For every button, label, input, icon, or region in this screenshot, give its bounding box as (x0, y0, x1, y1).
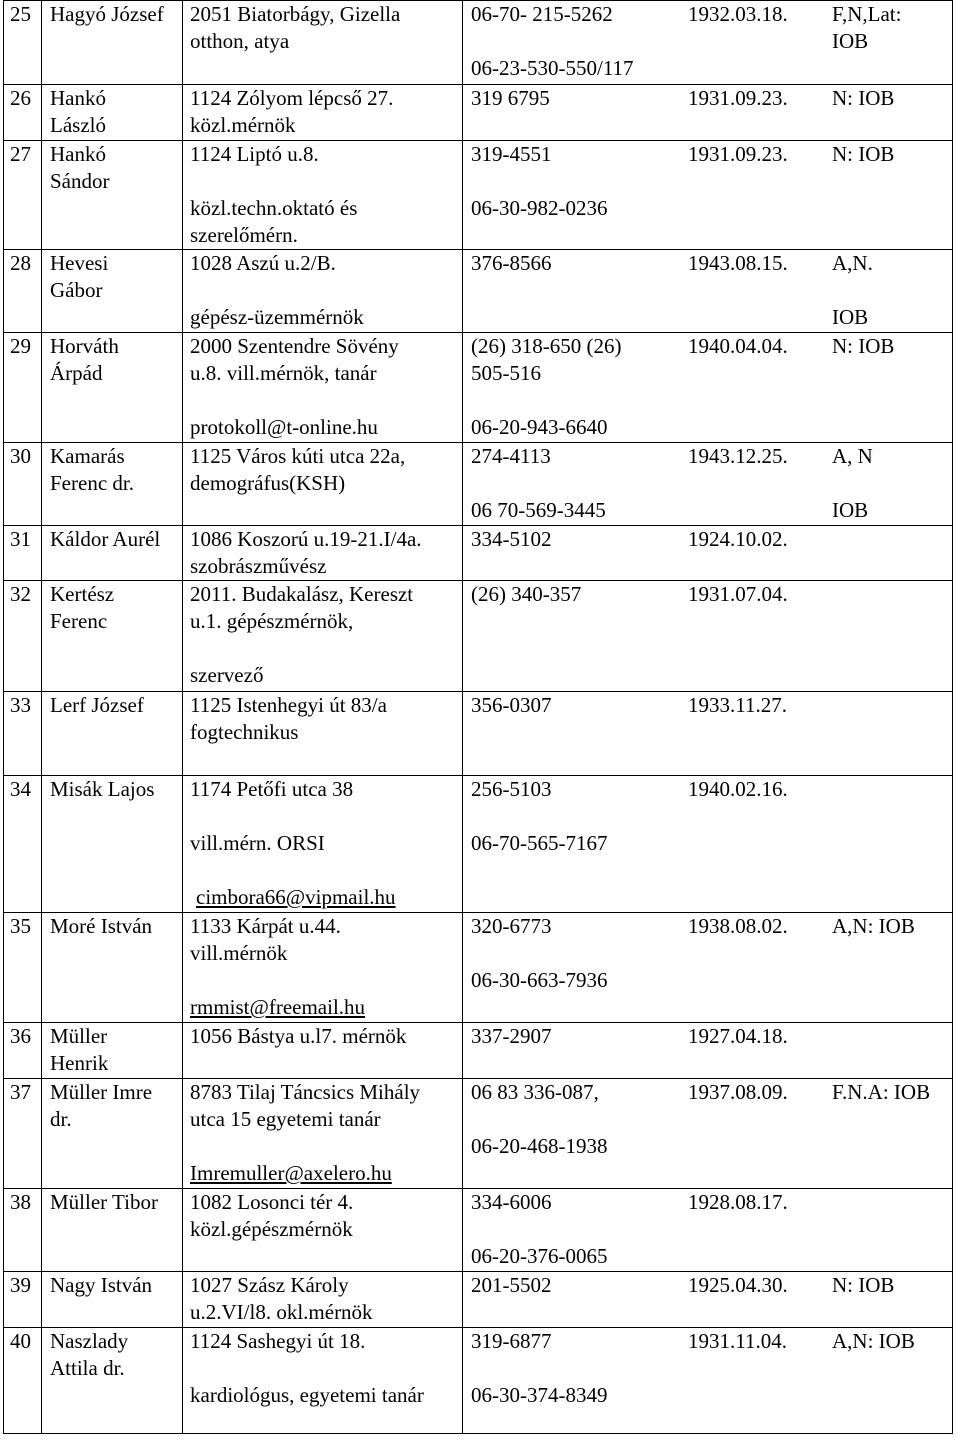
member-name: Nagy István (50, 1273, 153, 1297)
member-phone: 06-23-530-550/117 (471, 56, 634, 80)
birth-date: 1937.08.09. (688, 1080, 788, 1104)
member-phone: 505-516 (471, 361, 541, 385)
member-name: Hevesi (50, 251, 109, 275)
member-phone: 334-5102 (471, 527, 552, 551)
member-name: Kertész (50, 582, 115, 606)
row-number: 39 (10, 1273, 31, 1297)
member-name: Müller Tibor (50, 1190, 158, 1214)
member-name: Lerf József (50, 693, 144, 717)
member-phone: 06-70-565-7167 (471, 831, 608, 855)
membership-code: A,N. (832, 251, 873, 275)
member-name: Sándor (50, 169, 110, 193)
membership-code: A,N: IOB (832, 914, 915, 938)
membership-code: N: IOB (832, 334, 895, 358)
member-name: Ferenc dr. (50, 471, 134, 495)
birth-date: 1931.11.04. (688, 1329, 787, 1353)
member-address: 2051 Biatorbágy, Gizella (190, 2, 401, 26)
member-address: fogtechnikus (190, 720, 299, 744)
member-address: szervező (190, 663, 264, 687)
member-address: otthon, atya (190, 29, 290, 53)
member-phone: 06-70- 215-5262 (471, 2, 613, 26)
member-name: Kamarás (50, 444, 125, 468)
member-address: 1125 Istenhegyi út 83/a (190, 693, 387, 717)
member-address: 8783 Tilaj Táncsics Mihály (190, 1080, 421, 1104)
column-divider (462, 0, 463, 1434)
member-address: 1124 Sashegyi út 18. (190, 1329, 366, 1353)
member-address: utca 15 egyetemi tanár (190, 1107, 381, 1131)
birth-date: 1943.08.15. (688, 251, 788, 275)
member-phone: 06-20-943-6640 (471, 415, 608, 439)
row-number: 35 (10, 914, 31, 938)
member-name: Horváth (50, 334, 119, 358)
member-phone: (26) 318-650 (26) (471, 334, 622, 358)
member-phone: 06-20-468-1938 (471, 1134, 608, 1158)
member-address: szobrászművész (190, 554, 327, 578)
membership-code: F.N.A: IOB (832, 1080, 931, 1104)
birth-date: 1938.08.02. (688, 914, 788, 938)
member-name: Misák Lajos (50, 777, 155, 801)
member-name: Henrik (50, 1051, 109, 1075)
member-name: Naszlady (50, 1329, 129, 1353)
member-phone: 201-5502 (471, 1273, 552, 1297)
membership-code: A,N: IOB (832, 1329, 915, 1353)
member-name: Müller Imre (50, 1080, 153, 1104)
member-phone: 256-5103 (471, 777, 552, 801)
member-name: László (50, 113, 106, 137)
member-phone: 337-2907 (471, 1024, 552, 1048)
column-divider (41, 0, 42, 1434)
birth-date: 1928.08.17. (688, 1190, 788, 1214)
member-address: közl.gépészmérnök (190, 1217, 353, 1241)
member-address: közl.mérnök (190, 113, 296, 137)
row-number: 27 (10, 142, 31, 166)
membership-code: F,N,Lat: (832, 2, 902, 26)
birth-date: 1943.12.25. (688, 444, 788, 468)
member-phone: 06-20-376-0065 (471, 1244, 608, 1268)
member-address: közl.techn.oktató és (190, 196, 358, 220)
row-number: 34 (10, 777, 31, 801)
row-number: 33 (10, 693, 31, 717)
membership-code: N: IOB (832, 142, 895, 166)
birth-date: 1925.04.30. (688, 1273, 788, 1297)
member-address: 1124 Zólyom lépcső 27. (190, 86, 394, 110)
row-number: 26 (10, 86, 31, 110)
member-address: 1174 Petőfi utca 38 (190, 777, 354, 801)
member-name: Hankó (50, 86, 106, 110)
row-number: 37 (10, 1080, 31, 1104)
member-email-link[interactable]: rmmist@freemail.hu (190, 995, 366, 1019)
birth-date: 1931.09.23. (688, 86, 788, 110)
row-number: 28 (10, 251, 31, 275)
row-number: 36 (10, 1024, 31, 1048)
birth-date: 1940.04.04. (688, 334, 788, 358)
member-name: dr. (50, 1107, 72, 1131)
member-address: gépész-üzemmérnök (190, 305, 364, 329)
member-name: Attila dr. (50, 1356, 125, 1380)
member-address: demográfus(KSH) (190, 471, 346, 495)
row-number: 25 (10, 2, 31, 26)
member-address: szerelőmérn. (190, 223, 298, 247)
birth-date: 1932.03.18. (688, 2, 788, 26)
member-address: 1082 Losonci tér 4. (190, 1190, 354, 1214)
birth-date: 1933.11.27. (688, 693, 787, 717)
member-name: Müller (50, 1024, 108, 1048)
row-number: 38 (10, 1190, 31, 1214)
membership-code: A, N (832, 444, 873, 468)
row-number: 30 (10, 444, 31, 468)
member-phone: 06-30-663-7936 (471, 968, 608, 992)
member-name: Ferenc (50, 609, 108, 633)
birth-date: 1924.10.02. (688, 527, 788, 551)
member-name: Gábor (50, 278, 103, 302)
member-email-link[interactable]: Imremuller@axelero.hu (190, 1161, 392, 1185)
member-address: u.8. vill.mérnök, tanár (190, 361, 377, 385)
member-address: 1124 Liptó u.8. (190, 142, 319, 166)
member-address: 1133 Kárpát u.44. (190, 914, 341, 938)
member-address: vill.mérn. ORSI (190, 831, 325, 855)
member-name: Hankó (50, 142, 106, 166)
member-phone: 06-30-982-0236 (471, 196, 608, 220)
member-address: 1056 Bástya u.l7. mérnök (190, 1024, 407, 1048)
membership-code: IOB (832, 498, 869, 522)
column-divider (182, 0, 183, 1434)
member-name: Káldor Aurél (50, 527, 161, 551)
member-address: 2011. Budakalász, Kereszt (190, 582, 414, 606)
member-phone: 274-4113 (471, 444, 551, 468)
membership-code: IOB (832, 305, 869, 329)
row-number: 40 (10, 1329, 31, 1353)
member-address: 1125 Város kúti utca 22a, (190, 444, 406, 468)
member-name: Hagyó József (50, 2, 164, 26)
row-number: 31 (10, 527, 31, 551)
member-address: 1028 Aszú u.2/B. (190, 251, 336, 275)
member-address: 1086 Koszorú u.19-21.I/4a. (190, 527, 422, 551)
member-name: Moré István (50, 914, 153, 938)
membership-code: N: IOB (832, 1273, 895, 1297)
member-phone: 06 83 336-087, (471, 1080, 599, 1104)
birth-date: 1931.09.23. (688, 142, 788, 166)
birth-date: 1927.04.18. (688, 1024, 788, 1048)
member-address: vill.mérnök (190, 941, 288, 965)
member-address: u.1. gépészmérnök, (190, 609, 354, 633)
member-email: protokoll@t-online.hu (190, 415, 378, 439)
member-phone: 376-8566 (471, 251, 552, 275)
member-address: 2000 Szentendre Sövény (190, 334, 399, 358)
member-address: 1027 Szász Károly (190, 1273, 349, 1297)
member-address: u.2.VI/l8. okl.mérnök (190, 1300, 373, 1324)
member-name: Árpád (50, 361, 103, 385)
member-phone: 06-30-374-8349 (471, 1383, 608, 1407)
member-phone: 319-6877 (471, 1329, 552, 1353)
member-address: kardiológus, egyetemi tanár (190, 1383, 424, 1407)
member-phone: 319-4551 (471, 142, 552, 166)
member-phone: 334-6006 (471, 1190, 552, 1214)
member-phone: 356-0307 (471, 693, 552, 717)
member-phone: 319 6795 (471, 86, 550, 110)
member-phone: (26) 340-357 (471, 582, 582, 606)
membership-code: N: IOB (832, 86, 895, 110)
member-phone: 320-6773 (471, 914, 552, 938)
row-number: 32 (10, 582, 31, 606)
birth-date: 1940.02.16. (688, 777, 788, 801)
row-number: 29 (10, 334, 31, 358)
member-email-link[interactable]: cimbora66@vipmail.hu (196, 885, 396, 909)
birth-date: 1931.07.04. (688, 582, 788, 606)
membership-code: IOB (832, 29, 869, 53)
member-phone: 06 70-569-3445 (471, 498, 606, 522)
